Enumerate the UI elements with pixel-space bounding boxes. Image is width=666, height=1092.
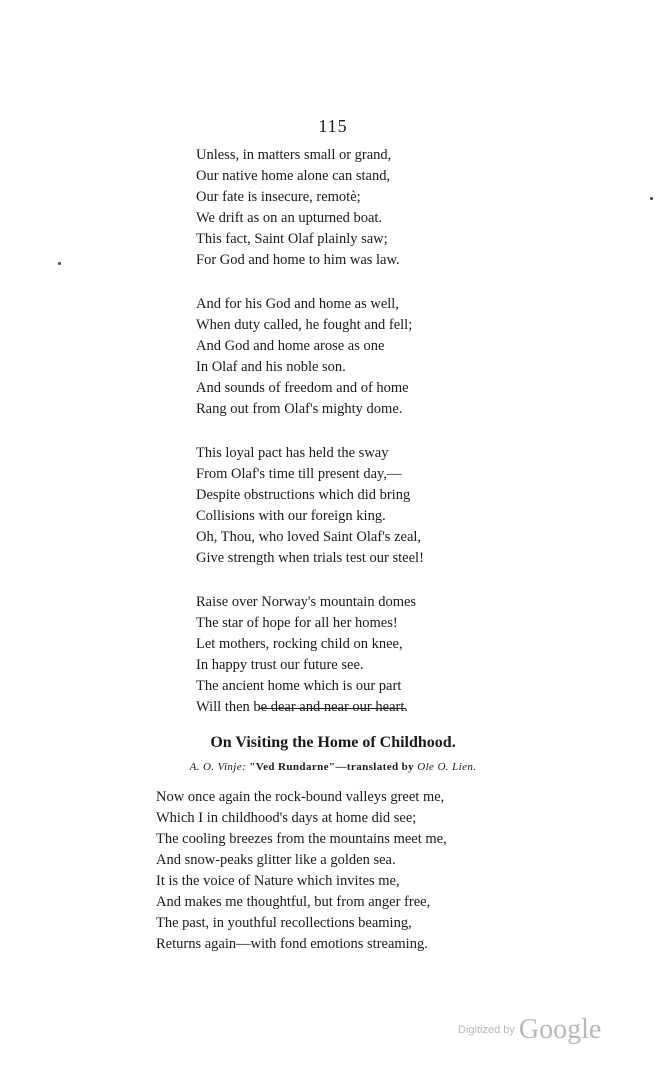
poem-line: Collisions with our foreign king. <box>196 508 386 524</box>
poem-line: We drift as on an upturned boat. <box>196 210 383 226</box>
poem-line: Returns again—with fond emotions streaming. <box>156 936 428 952</box>
poem-line: And sounds of freedom and of home <box>196 380 409 396</box>
poem-line: This fact, Saint Olaf plainly saw; <box>196 231 388 247</box>
poem-line: When duty called, he fought and fell; <box>196 317 413 333</box>
poem-line: In happy trust our future see. <box>196 657 364 673</box>
poem-home-of-childhood <box>156 787 516 955</box>
poem-line: Give strength when trials test our steel! <box>196 550 424 566</box>
poem-line: And God and home arose as one <box>196 338 385 354</box>
poem-line: In Olaf and his noble son. <box>196 359 346 375</box>
poem-nationalism <box>196 145 496 741</box>
poem-line: Our native home alone can stand, <box>196 168 391 184</box>
stanza-3 <box>196 443 496 569</box>
page-number: 115 <box>318 116 348 136</box>
section-divider <box>260 708 406 709</box>
poem-line: And for his God and home as well, <box>196 296 399 312</box>
scan-speck <box>650 197 653 200</box>
poem-line: Raise over Norway's mountain domes <box>196 594 417 610</box>
attribution-translator: Ole O. Lien. <box>417 761 477 773</box>
stanza-1 <box>196 145 496 271</box>
poem-line: Let mothers, rocking child on knee, <box>196 636 403 652</box>
poem-line: The star of hope for all her homes! <box>196 615 398 631</box>
google-logo: Google <box>518 1014 602 1045</box>
poem-line: The cooling breezes from the mountains meet me, <box>156 831 447 847</box>
attribution-work: "Ved Rundarne"—translated by <box>249 761 415 773</box>
section-title: On Visiting the Home of Childhood. <box>210 734 456 751</box>
scan-speck <box>58 262 61 265</box>
poem-line: It is the voice of Nature which invites me, <box>156 873 400 889</box>
stanza-4 <box>196 592 496 718</box>
poem-line: And makes me thoughtful, but from anger free, <box>156 894 431 910</box>
watermark-prefix: Digitized by <box>458 1024 515 1036</box>
poem-line: This loyal pact has held the sway <box>196 445 389 461</box>
stanza-2 <box>196 294 496 420</box>
poem-line: Rang out from Olaf's mighty dome. <box>196 401 403 417</box>
poem-line: The ancient home which is our part <box>196 678 402 694</box>
poem-line: For God and home to him was law. <box>196 252 400 268</box>
poem-line: The past, in youthful recollections beaming, <box>156 915 412 931</box>
attribution-author: A. O. Vinje: <box>189 761 247 773</box>
poem-line: Now once again the rock-bound valleys greet me, <box>156 789 445 805</box>
poem-line: Our fate is insecure, remotè; <box>196 189 361 205</box>
attribution <box>0 761 666 773</box>
poem-line: From Olaf's time till present day,— <box>196 466 402 482</box>
digitized-by-google-watermark <box>458 1014 618 1048</box>
poem-line: Despite obstructions which did bring <box>196 487 411 503</box>
poem-line: Unless, in matters small or grand, <box>196 147 392 163</box>
poem-line: Which I in childhood's days at home did see; <box>156 810 417 826</box>
poem-line: And snow-peaks glitter like a golden sea. <box>156 852 396 868</box>
poem-line: Will then be dear and near our heart. <box>196 699 408 715</box>
poem-line: Oh, Thou, who loved Saint Olaf's zeal, <box>196 529 422 545</box>
